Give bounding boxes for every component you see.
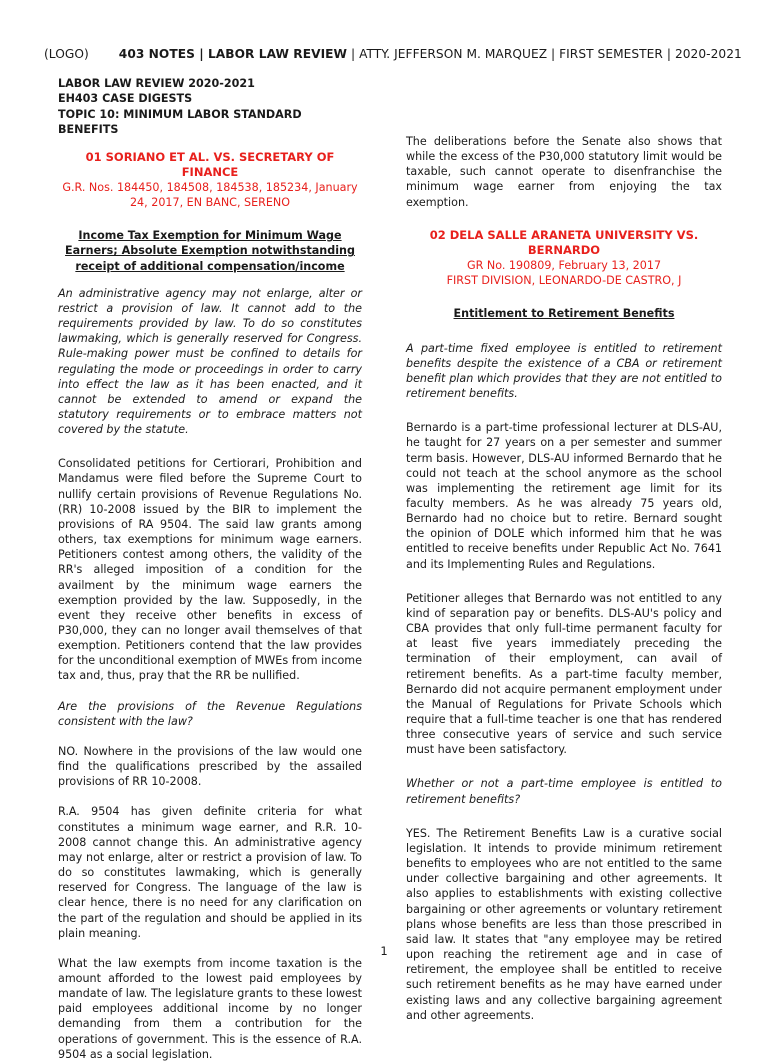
doc-title-line2: EH403 CASE DIGESTS (58, 92, 193, 106)
case2-citation: GR No. 190809, February 13, 2017 (466, 259, 662, 273)
left-column (58, 76, 362, 1062)
case1-ruling-2: R.A. 9504 has given definite criteria for what constitutes a minimum wage earner, and R.R. 10-2008 cannot change this. An administrative agency may not enlarge, alter or restrict a provision of law. To do so constitutes lawmaking, which is generally reserved for Congress. The language of the law is clear hence, there is no need for any clarification on the part of the regulation and should be applied in its plain meaning. (58, 805, 362, 940)
case1-ruling-4: The deliberations before the Senate also shows that while the excess of the P30,000 statutory limit would be taxable, such cannot operate to disenfranchise the minimum wage earner from enjoying the tax exemption. (406, 135, 722, 209)
case2-issue: Whether or not a part-time employee is entitled to retirement benefits? (406, 777, 722, 806)
case2-facts-2: Petitioner alleges that Bernardo was not entitled to any kind of separation pay or benefits. DLS-AU's policy and CBA provides that only full-time permanent faculty for at least five years immediately preceding the termination of their employment, can avail of retirement benefits. As a part-time faculty member, Bernardo did not acquire permanent employment under the Manual of Regulations for Private Schools which require that a full-time teacher is one that has rendered three consecutive years of service and such service must have been satisfactory. (406, 591, 722, 757)
case2-doctrine: A part-time fixed employee is entitled to retirement benefits despite the existence of a CBA or retirement benefit plan which provides that they are not entitled to retirement benefits. (406, 341, 722, 401)
case1-ruling-1: NO. Nowhere in the provisions of the law would one find the qualifications prescribed by the assailed provisions of RR 10-2008. (58, 744, 362, 789)
header-details: | ATTY. JEFFERSON M. MARQUEZ | FIRST SEMESTER | 2020-2021 (347, 47, 742, 61)
case2-facts-1: Bernardo is a part-time professional lecturer at DLS-AU, he taught for 27 years on a per semester and summer term basis. However, DLS-AU informed Bernardo that he could not teach at the school anymore as the school was implementing the retirement age limit for its faculty members. As he was already 75 years old, Bernardo had no choice but to retire. Bernard sought the opinion of DOLE which informed him that he was entitled to receive benefits under Republic Act No. 7641 and its Implementing Rules and Regulations. (406, 421, 722, 571)
case1-issue: Are the provisions of the Revenue Regulations consistent with the law? (58, 699, 362, 728)
case1-facts: Consolidated petitions for Certiorari, Prohibition and Mandamus were filed before the Supreme Court to nullify certain provisions of Revenue Regulations No. (RR) 10-2008 issued by the BIR to implement the provisions of RA 9504. The said law grants among others, tax exemptions for minimum wage earners. Petitioners contest among others, the validity of the RR's alleged imposition of a condition for the availment by the minimum wage earners the exemption provided by the law. Supposedly, in the event they receive other benefits in excess of P30,000, they can no longer avail themselves of that exemption. Petitioners contend that the law provides for the unconditional exemption of MWEs from income tax and, thus, pray that the RR be nullified. (58, 457, 362, 683)
header-course: 403 NOTES | LABOR LAW REVIEW (118, 47, 348, 61)
case2-topic: Entitlement to Retirement Benefits (453, 307, 675, 321)
right-column (406, 74, 722, 1023)
doc-title-line3: TOPIC 10: MINIMUM LABOR STANDARD BENEFITS (58, 107, 302, 137)
case2-division: FIRST DIVISION, LEONARDO-DE CASTRO, J (446, 274, 682, 288)
page-header (44, 46, 744, 62)
doc-title-line1: LABOR LAW REVIEW 2020-2021 (58, 77, 255, 90)
case1-title: 01 SORIANO ET AL. VS. SECRETARY OF FINANCE (85, 149, 335, 179)
case1-citation: G.R. Nos. 184450, 184508, 184538, 185234, January 24, 2017, EN BANC, SERENO (62, 180, 358, 210)
logo-placeholder: (LOGO) (44, 47, 89, 61)
case2-ruling: YES. The Retirement Benefits Law is a curative social legislation. It intends to provide minimum retirement benefits to employees who are not entitled to the same under collective bargaining and other agreements. It also applies to establishments with existing collective bargaining or other agreements or voluntary retirement plans whose benefits are less than those prescribed in said law. It states that "any employee may be retired upon reaching the retirement age and in case of retirement, the employee shall be entitled to receive such retirement benefits as he may have earned under existing laws and any collective bargaining agreement and other agreements. (406, 826, 722, 1022)
case1-doctrine: An administrative agency may not enlarge, alter or restrict a provision of law. It cannot add to the requirements provided by law. To do so constitutes lawmaking, which is generally reserved for Congress. Rule-making power must be confined to details for regulating the mode or proceedings in order to carry into effect the law as it has been enacted, and it cannot be extended to amend or expand the statutory requirements or to embrace matters not covered by the statute. (58, 286, 362, 437)
page-number: 1 (380, 944, 388, 958)
case2-title: 02 DELA SALLE ARANETA UNIVERSITY VS. BERNARDO (429, 227, 699, 257)
case1-ruling-3: What the law exempts from income taxation is the amount afforded to the lowest paid employees by mandate of law. The legislature grants to these lowest paid employees additional income by no longer demanding from them a contribution for the operations of government. This is the essence of R.A. 9504 as a social legislation. (58, 956, 362, 1061)
case1-topic: Income Tax Exemption for Minimum Wage Earners; Absolute Exemption notwithstanding receipt of additional compensation/income (65, 229, 355, 273)
